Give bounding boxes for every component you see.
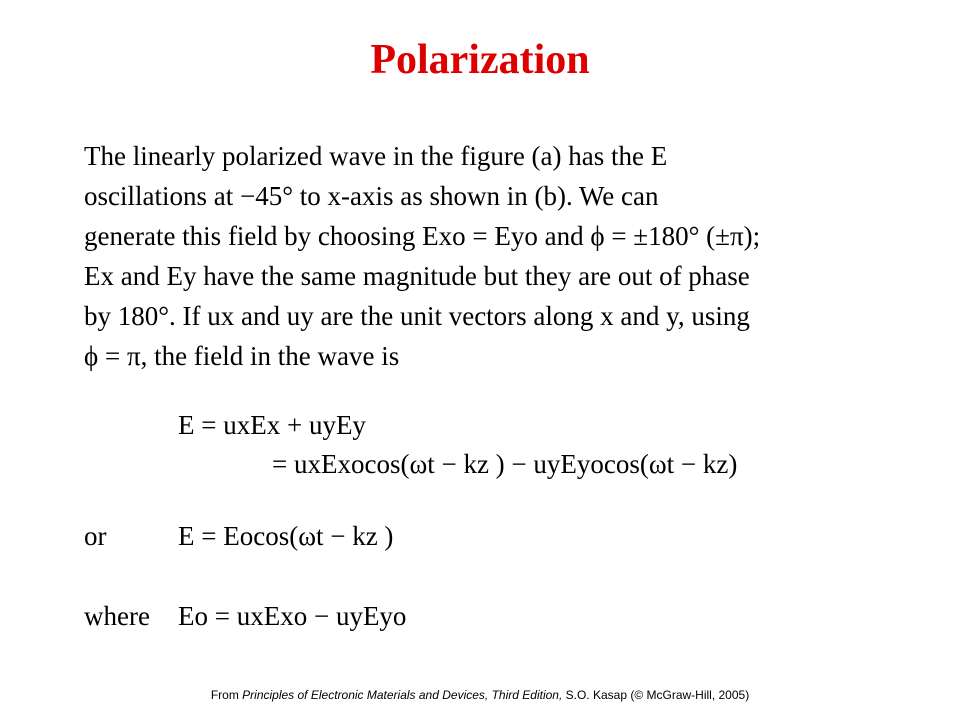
paragraph-line-3: generate this field by choosing Exo = Eyo and ϕ = ±180° (±π); (84, 221, 761, 251)
equation-amplitude-vector: Eo = uxExo − uyEyo (178, 601, 407, 631)
paragraph-line-2: oscillations at −45° to x-axis as shown in (b). We can (84, 181, 659, 211)
equation-field-sum: E = uxEx + uyEy (178, 410, 366, 440)
equation-field-compact: E = Eocos(ωt − kz ) (178, 521, 394, 551)
source-citation (0, 688, 960, 702)
paragraph-line-4: Ex and Ey have the same magnitude but they are out of phase (84, 261, 750, 291)
citation-prefix: From (210, 688, 243, 702)
body-paragraph (84, 136, 884, 376)
equation-field-expanded: = uxExocos(ωt − kz ) − uyEyocos(ωt − kz) (272, 449, 738, 479)
citation-book-title: Principles of Electronic Materials and Devices, Third Edition, (242, 688, 563, 702)
paragraph-line-1: The linearly polarized wave in the figure (a) has the E (84, 141, 668, 171)
paragraph-line-6: ϕ = π, the field in the wave is (84, 341, 400, 371)
slide-title: Polarization (370, 37, 590, 83)
paragraph-line-5: by 180°. If ux and uy are the unit vectors along x and y, using (84, 301, 750, 331)
citation-author: S.O. Kasap (© McGraw-Hill, 2005) (562, 688, 750, 702)
equation-or-label: or (84, 521, 107, 551)
equation-where-label: where (84, 601, 150, 631)
